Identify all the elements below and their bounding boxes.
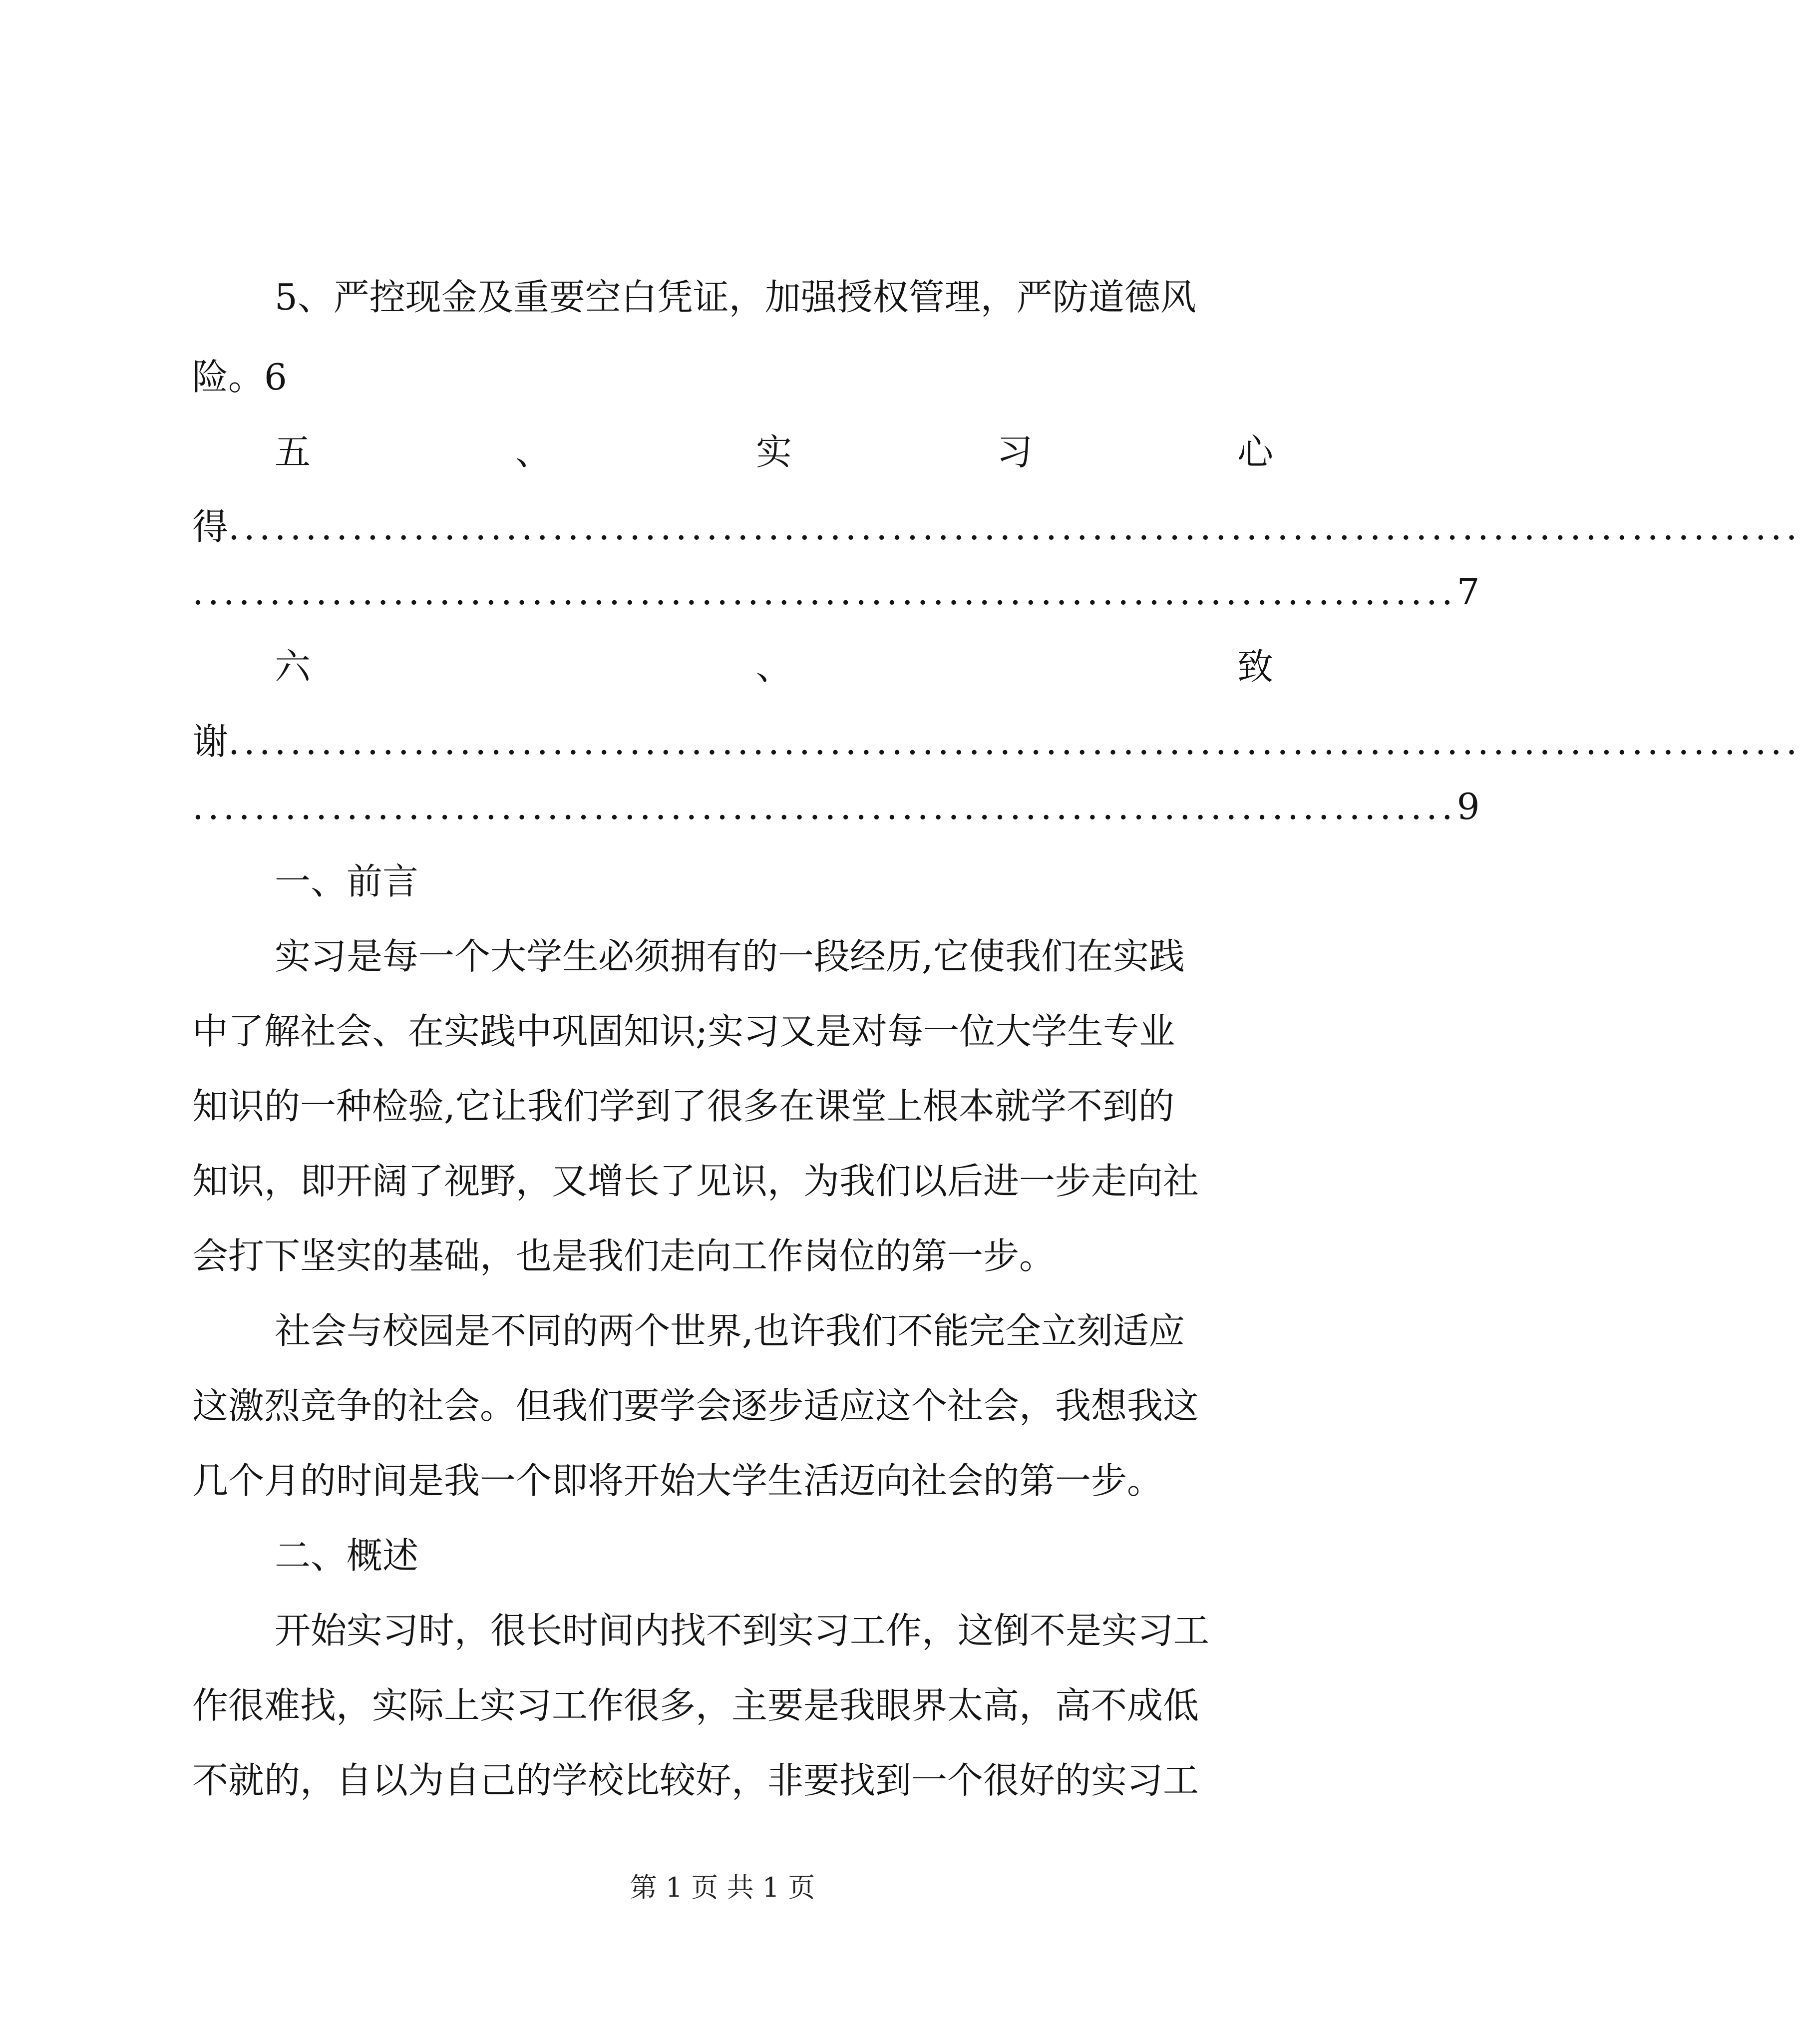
toc-char: 谢	[192, 721, 229, 763]
toc-entry-6-leader	[192, 714, 1801, 769]
list-item-5-continuation: 险。6	[192, 356, 287, 398]
paragraph-line: 知识，即开阔了视野，又增长了见识，为我们以后进一步走向社	[192, 1160, 1199, 1202]
toc-entry-6-heading	[275, 639, 1273, 694]
paragraph-line: 不就的，自以为自己的学校比较好，非要找到一个很好的实习工	[192, 1759, 1199, 1801]
toc-char: 、	[515, 431, 551, 473]
paragraph-line: 社会与校园是不同的两个世界,也许我们不能完全立刻适应	[275, 1310, 1185, 1352]
toc-char: 心	[1237, 431, 1273, 473]
toc-char: 六	[275, 646, 311, 688]
paragraph-line: 会打下坚实的基础，也是我们走向工作岗位的第一步。	[192, 1235, 1056, 1277]
toc-page-number: 7	[1456, 571, 1480, 613]
paragraph-line: 几个月的时间是我一个即将开始大学生活迈向社会的第一步。	[192, 1460, 1163, 1502]
toc-entry-5-page	[192, 564, 1480, 619]
paragraph-line: 实习是每一个大学生必须拥有的一段经历,它使我们在实践	[275, 935, 1185, 977]
toc-entry-5-heading	[275, 424, 1273, 479]
toc-char: 实	[755, 431, 792, 473]
toc-entry-6-page	[192, 779, 1480, 834]
toc-char: 致	[1237, 646, 1273, 688]
toc-char: 习	[996, 431, 1033, 473]
toc-page-number: 9	[1456, 786, 1480, 827]
toc-char: 得	[192, 506, 229, 548]
paragraph-line: 作很难找，实际上实习工作很多，主要是我眼界太高，高不成低	[192, 1684, 1199, 1726]
page-footer: 第 1 页 共 1 页	[630, 1872, 815, 1903]
paragraph-line: 开始实习时，很长时间内找不到实习工作，这倒不是实习工	[275, 1610, 1210, 1651]
paragraph-line: 这激烈竞争的社会。但我们要学会逐步适应这个社会，我想我这	[192, 1385, 1199, 1427]
toc-dots: ..................................................................................	[192, 571, 1457, 613]
toc-dots: ......................................................................................................	[228, 721, 1801, 763]
section-heading-overview: 二、概述	[275, 1535, 419, 1577]
toc-entry-5-leader	[192, 499, 1801, 554]
toc-dots: ..................................................................................	[192, 786, 1457, 827]
paragraph-line: 知识的一种检验,它让我们学到了很多在课堂上根本就学不到的	[192, 1085, 1174, 1127]
list-item-5: 5、严控现金及重要空白凭证，加强授权管理，严防道德风	[275, 276, 1196, 318]
section-heading-preface: 一、前言	[275, 860, 419, 902]
paragraph-line: 中了解社会、在实践中巩固知识;实习又是对每一位大学生专业	[192, 1010, 1175, 1052]
toc-dots: ......................................................................................................	[228, 506, 1801, 548]
toc-char: 五	[275, 431, 311, 473]
toc-char: 、	[755, 646, 792, 688]
